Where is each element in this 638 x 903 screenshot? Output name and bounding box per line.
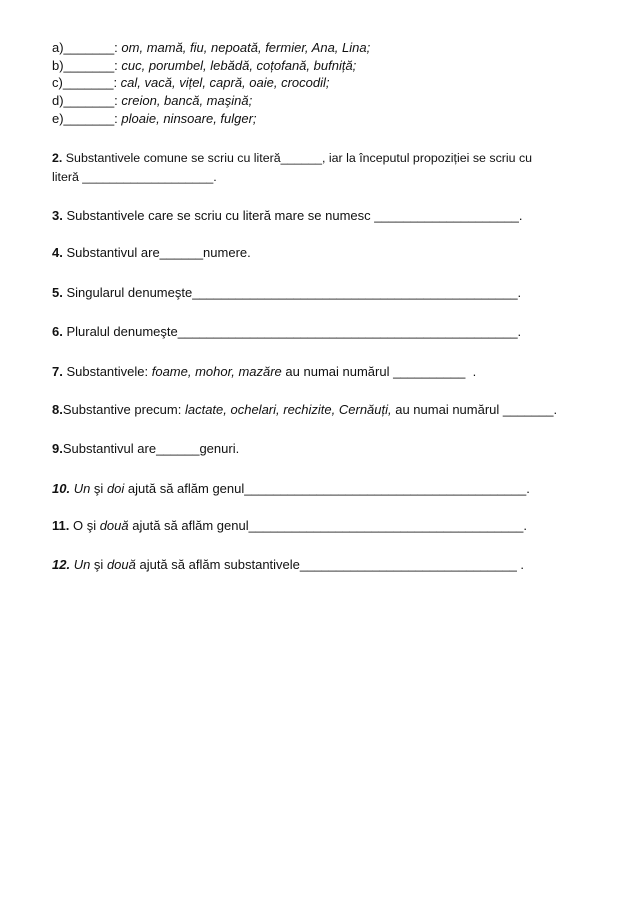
question-text: ajută să aflăm genul______________________________________. [128, 518, 527, 533]
question-text: ajută să aflăm substantivele______________________________ . [135, 557, 525, 572]
question-number: 12. [52, 557, 71, 572]
question-2-line-1 [52, 150, 532, 166]
question-11 [52, 518, 527, 534]
list-prefix: a)_______: [52, 40, 122, 55]
list-item-e [52, 111, 257, 127]
list-prefix: e)_______: [52, 111, 122, 126]
question-number: 6. [52, 324, 63, 339]
list-words: ploaie, ninsoare, fulger; [121, 111, 257, 126]
question-text: Substantivul are______numere. [62, 245, 251, 260]
question-word: Un [70, 557, 91, 572]
list-prefix: d)_______: [52, 93, 122, 108]
question-text: Substantivul are______genuri. [62, 441, 240, 456]
question-number: 9. [52, 441, 63, 456]
question-number: 3. [52, 208, 63, 223]
question-number: 2. [52, 151, 63, 165]
question-text: ajută să aflăm genul_______________________________________. [124, 481, 530, 496]
question-text: Substantivele comune se scriu cu literă______, iar la începutul propoziției se scriu cu [62, 151, 533, 165]
question-word: Un [70, 481, 91, 496]
question-number: 7. [52, 364, 63, 379]
question-text: şi [90, 481, 107, 496]
question-text: Singularul denumeşte_____________________________________________. [62, 285, 522, 300]
question-word: doi [106, 481, 125, 496]
list-prefix: b)_______: [52, 58, 122, 73]
question-text: Substantive precum: [62, 402, 185, 417]
list-item-a [52, 40, 370, 56]
question-text: şi [90, 557, 107, 572]
question-text: Substantivele care se scriu cu literă mare se numesc ____________________. [62, 208, 523, 223]
question-2-line-2 [52, 169, 217, 185]
question-text: literă ___________________. [52, 170, 217, 184]
list-prefix: c)_______: [52, 75, 121, 90]
question-text: Substantivele: [62, 364, 152, 379]
question-9 [52, 441, 239, 457]
question-7 [52, 364, 476, 380]
question-text: O şi [69, 518, 100, 533]
list-item-b [52, 58, 356, 74]
question-word: două [99, 518, 129, 533]
question-10 [52, 481, 530, 497]
question-5 [52, 285, 521, 301]
list-item-d [52, 93, 252, 109]
list-words: om, mamă, fiu, nepoată, fermier, Ana, Lina; [121, 40, 371, 55]
question-words: lactate, ochelari, rechizite, Cernăuți, [184, 402, 392, 417]
question-8 [52, 402, 557, 418]
question-text: au numai numărul _______. [391, 402, 558, 417]
question-text: Pluralul denumeşte_______________________________________________. [62, 324, 522, 339]
question-4 [52, 245, 251, 261]
list-words: creion, bancă, maşină; [121, 93, 253, 108]
question-number: 5. [52, 285, 63, 300]
question-word: două [106, 557, 136, 572]
question-12 [52, 557, 524, 573]
question-number: 11. [52, 518, 70, 533]
list-words: cal, vacă, vițel, capră, oaie, crocodil; [120, 75, 330, 90]
list-item-c [52, 75, 330, 91]
question-number: 8. [52, 402, 63, 417]
question-number: 10. [52, 481, 71, 496]
list-words: cuc, porumbel, lebădă, coțofană, bufniță; [121, 58, 357, 73]
question-number: 4. [52, 245, 63, 260]
question-6 [52, 324, 521, 340]
question-3 [52, 208, 522, 224]
question-words: foame, mohor, mazăre [151, 364, 282, 379]
question-text: au numai numărul __________ . [281, 364, 477, 379]
